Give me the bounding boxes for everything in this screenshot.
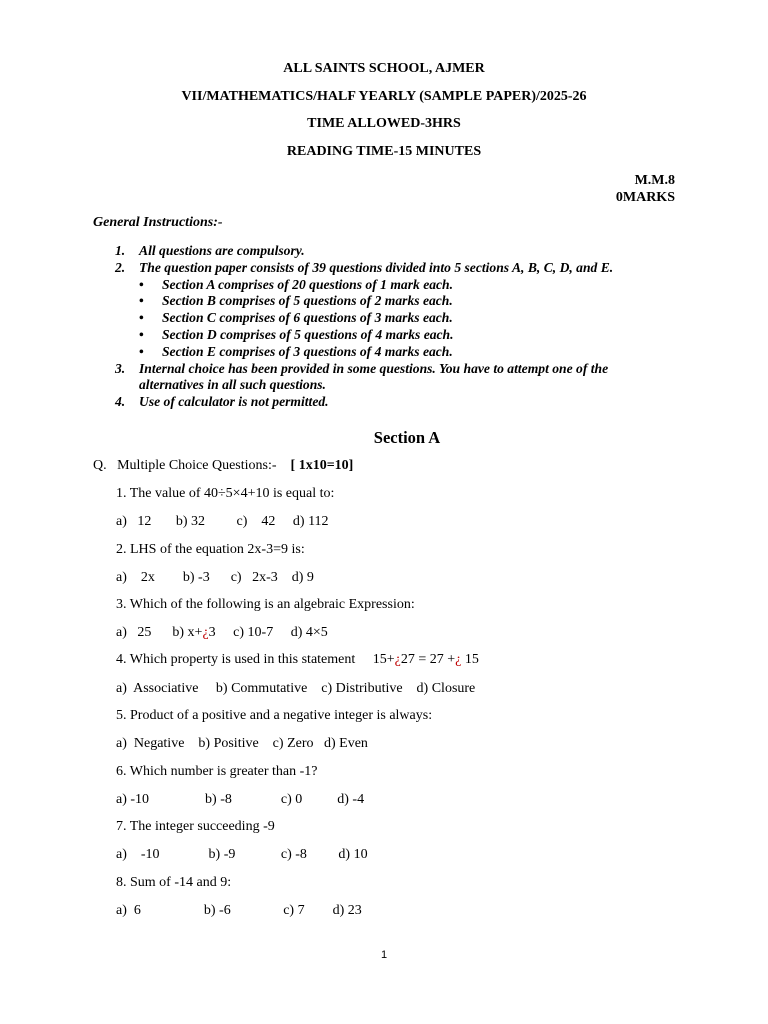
section-breakdown-text: Section E comprises of 3 questions of 4 marks each. [162,343,453,359]
question-1: 1. The value of 40÷5×4+10 is equal to: [116,486,335,501]
question-7: 7. The integer succeeding -9 [116,819,275,834]
school-name: ALL SAINTS SCHOOL, AJMER [283,61,485,76]
mcq-marks: [ 1x10=10] [290,458,354,473]
question-part: 27 = 27 + [400,652,456,667]
instruction-item [115,361,675,395]
question-8-options: a) 6 b) -6 c) 7 d) 23 [116,903,362,918]
instruction-item [115,243,675,260]
instruction-text: The question paper consists of 39 questions divided into 5 sections A, B, C, D, and E. [139,259,614,275]
bullet-icon: • [139,310,144,326]
question-2: 2. LHS of the equation 2x-3=9 is: [116,542,305,557]
max-marks [616,172,675,206]
bullet-icon: • [139,326,144,342]
instruction-text: Use of calculator is not permitted. [139,394,329,410]
section-breakdown-text: Section D comprises of 5 questions of 4 marks each. [162,326,454,342]
section-breakdown-text: Section B comprises of 5 questions of 2 marks each. [162,293,453,309]
section-breakdown-item [115,344,675,361]
question-5-options: a) Negative b) Positive c) Zero d) Even [116,736,368,751]
options-part: 3 c) 10-7 d) 4×5 [208,625,328,640]
instruction-number: 2. [115,259,126,275]
question-1-options: a) 12 b) 32 c) 42 d) 112 [116,514,329,529]
instruction-text: All questions are compulsory. [139,243,305,258]
question-4-options: a) Associative b) Commutative c) Distributive d) Closure [116,681,476,696]
inverted-question-mark: ¿ [394,652,401,667]
section-title: Section A [373,428,441,447]
question-5: 5. Product of a positive and a negative integer is always: [116,708,433,723]
instructions-list [115,243,675,411]
section-breakdown-item [115,277,675,294]
section-breakdown-item [115,327,675,344]
bullet-icon: • [139,343,144,359]
instruction-item [115,260,675,277]
section-breakdown-text: Section C comprises of 6 questions of 3 marks each. [162,310,453,326]
section-breakdown-item [115,310,675,327]
instruction-text: Internal choice has been provided in some questions. You have to attempt one of the alternatives in all such questions. [139,360,609,393]
inverted-question-mark: ¿ [202,625,209,640]
section-breakdown-text: Section A comprises of 20 questions of 1 mark each. [162,276,454,292]
bullet-icon: • [139,276,144,292]
question-6-options: a) -10 b) -8 c) 0 d) -4 [116,792,365,807]
question-2-options: a) 2x b) -3 c) 2x-3 d) 9 [116,570,314,585]
reading-time: READING TIME-15 MINUTES [286,144,482,159]
general-instructions-title: General Instructions:- [93,215,223,230]
mcq-label: Q. Multiple Choice Questions:- [93,458,291,473]
max-marks-line-1: M.M.8 [634,173,675,188]
instruction-number: 4. [115,394,126,410]
question-7-options: a) -10 b) -9 c) -8 d) 10 [116,847,368,862]
question-3: 3. Which of the following is an algebraic Expression: [116,597,415,612]
max-marks-line-2: 0MARKS [615,190,675,205]
question-part: 15 [461,652,479,667]
bullet-icon: • [139,293,144,309]
mcq-heading [93,458,353,474]
section-breakdown-item [115,293,675,310]
question-part: 4. Which property is used in this statement 15+ [116,652,395,667]
inverted-question-mark: ¿ [455,652,462,667]
question-4 [116,652,479,668]
options-part: a) 25 b) x+ [116,625,203,640]
time-allowed: TIME ALLOWED-3HRS [307,116,461,131]
question-8: 8. Sum of -14 and 9: [116,875,232,890]
page-number: 1 [380,949,388,961]
question-6: 6. Which number is greater than -1? [116,764,318,779]
instruction-number: 3. [115,360,126,376]
question-3-options [116,625,328,641]
instruction-item [115,394,675,411]
paper-title: VII/MATHEMATICS/HALF YEARLY (SAMPLE PAPER)/2025-26 [181,89,587,104]
instruction-number: 1. [115,243,126,258]
